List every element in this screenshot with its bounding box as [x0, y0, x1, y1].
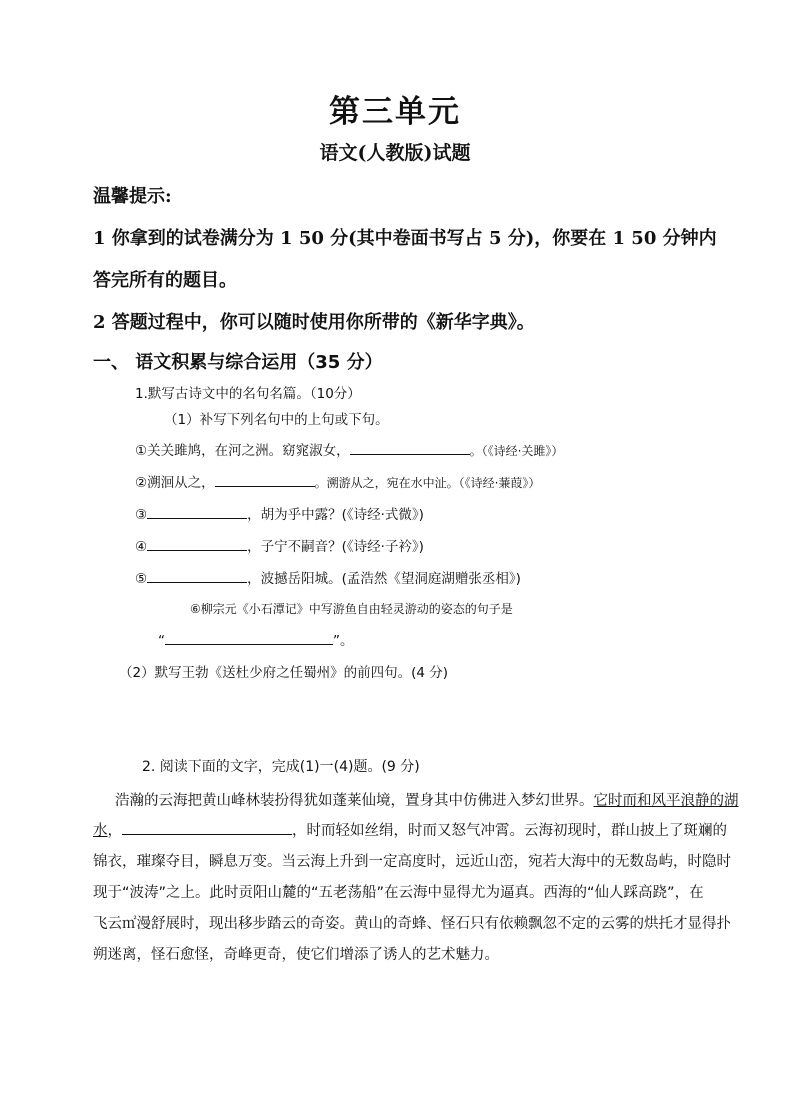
tip-line-2: 2 答题过程中，你可以随时使用你所带的《新华字典》。	[93, 312, 535, 333]
page-subtitle: 语文(人教版)试题	[319, 142, 471, 164]
passage-line-3: 锦衣，璀璨夺目，瞬息万变。当云海上升到一定高度时，远近山峦，宛若大海中的无数岛屿，时隐时	[93, 854, 731, 870]
poem-item-1: ①关关雎鸠，在河之洲。窈窕淑女， 。（《诗经·关雎》）	[135, 443, 564, 459]
passage-line-5: 飞云㎡漫舒展时，现出移步踏云的奇姿。黄山的奇蜂、怪石只有依赖飘忽不定的云雾的烘托才显得扑	[93, 916, 731, 932]
passage-line-6: 朔迷离，怪石愈怪，奇峰更奇，使它们增添了诱人的艺术魅力。	[93, 947, 499, 963]
poem-item-4: ④ ，子宁不嗣音？(《诗经·子衿》)	[135, 539, 424, 555]
tips-heading: 温馨提示:	[93, 186, 172, 207]
passage-line-4: 现于“波涛”之上。此时贡阳山麓的“五老荡船”在云海中显得尤为逼真。西海的“仙人踩高跷”，在	[93, 885, 704, 901]
answer-blank-1[interactable]	[350, 442, 470, 455]
answer-blank-3[interactable]	[147, 506, 247, 519]
poem-item-2: ②溯洄从之， 。溯游从之，宛在水中沚。（《诗经·蒹葭》）	[135, 475, 541, 491]
answer-blank-6[interactable]	[165, 632, 333, 645]
section-heading: 一、 语文积累与综合运用（35 分）	[93, 352, 383, 373]
answer-blank-4[interactable]	[147, 538, 247, 551]
question-1-part-2: （2）默写王勃《送杜少府之任蜀州》的前四句。(4 分)	[119, 665, 449, 681]
question-2: 2. 阅读下面的文字，完成(1)一(4)题。(9 分)	[142, 759, 420, 775]
question-1: 1.默写古诗文中的名句名篇。（10分）	[135, 386, 361, 402]
poem-item-6-answer: “ ”。	[158, 633, 354, 649]
tip-line-1a: 1 你拿到的试卷满分为 1 50 分(其中卷面书写占 5 分)，你要在 1 50 分钟内	[93, 228, 717, 249]
answer-blank-2[interactable]	[215, 474, 315, 487]
answer-blank-7[interactable]	[122, 822, 292, 835]
poem-item-6: ⑥柳宗元《小石潭记》中写游鱼自由轻灵游动的姿态的句子是	[190, 602, 513, 616]
poem-item-3: ③ ，胡为乎中露？(《诗经·式微》)	[135, 507, 424, 523]
tip-line-1b: 答完所有的题目。	[93, 270, 237, 291]
page-title: 第三单元	[329, 94, 461, 130]
question-1-part-1: （1）补写下列名句中的上句或下句。	[164, 412, 389, 428]
passage-line-2: 水， ，时而轻如丝绢，时而又怒气冲霄。云海初现时，群山披上了斑斓的	[93, 823, 727, 839]
answer-blank-5[interactable]	[147, 570, 247, 583]
poem-item-5: ⑤ ，波撼岳阳城。(孟浩然《望洞庭湖赠张丞相》)	[135, 571, 521, 587]
passage-line-1: 浩瀚的云海把黄山峰林装扮得犹如蓬莱仙境，置身其中仿佛进入梦幻世界。它时而和风平浪静的湖	[115, 793, 739, 809]
